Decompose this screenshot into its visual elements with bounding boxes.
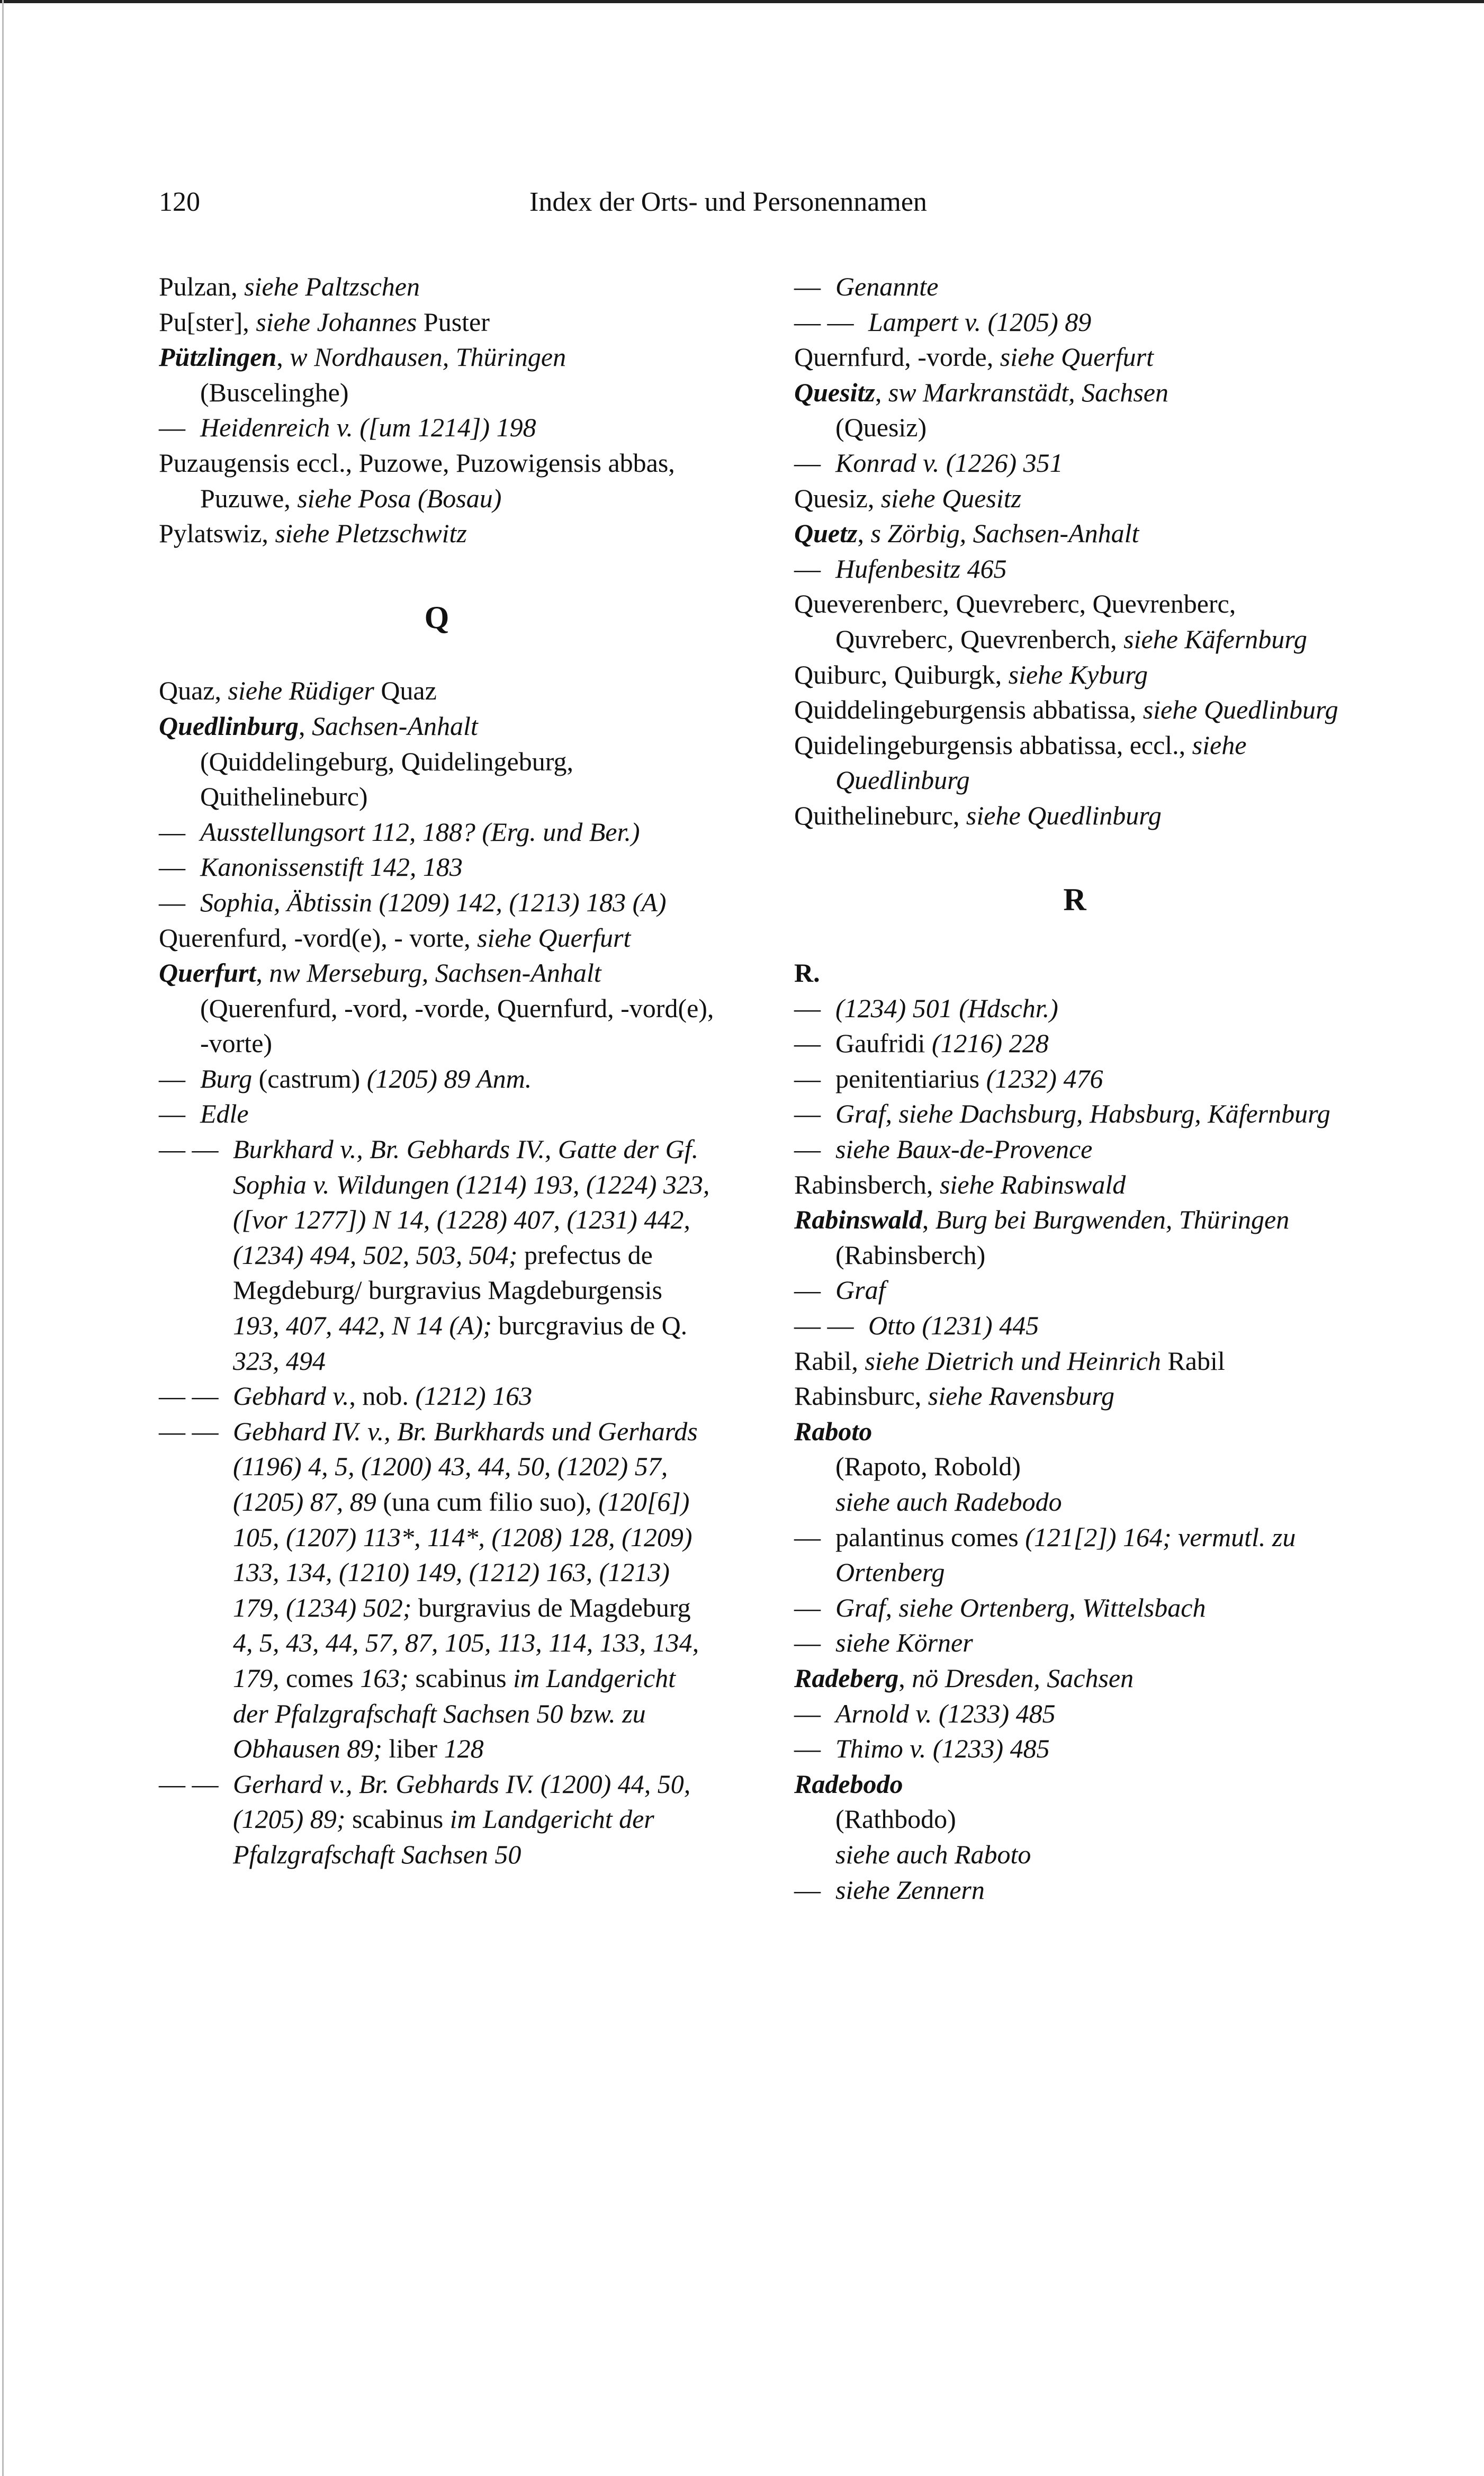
index-entry: Rabinswald, Burg bei Burgwenden, Thüringen: [794, 1205, 1290, 1235]
index-entry: Puzaugensis eccl., Puzowe, Puzowigensis abbas, Puzuwe, siehe Posa (Bosau): [159, 447, 675, 513]
index-subentry: — Konrad v. (1226) 351: [794, 447, 1063, 478]
left-border-line: [2, 0, 4, 2476]
index-entry-continuation: (Rabinsberch): [835, 1240, 986, 1270]
index-subentry: — Burg (castrum) (1205) 89 Anm.: [159, 1063, 532, 1093]
index-subsubentry: — — Gebhard IV. v., Br. Burkhards und Gerhards (1196) 4, 5, (1200) 43, 44, 50, (1202) 57, (1205) 87, 89 (una cum filio suo), (120[6]) 105, (1207) 113*, 114*, (1208) 128, (1209) 133, 134, (1210) 149, (1212) 163, (1213) 179, (1234) 502; burgravius de Magdeburg 4, 5, 43, 44, 57, 87, 105, 113, 114, 133, 134, 179, comes 163; scabinus im Landgericht der Pfalzgrafschaft Sachsen 50 bzw. zu Obhausen 89; liber 128: [159, 1416, 699, 1764]
index-subsubentry: — — Gebhard v., nob. (1212) 163: [159, 1381, 533, 1411]
index-entry: Quiddelingeburgensis abbatissa, siehe Quedlinburg: [794, 695, 1338, 725]
index-entry: Raboto: [794, 1416, 873, 1446]
index-subentry: — Hufenbesitz 465: [794, 553, 1007, 584]
index-entry-continuation: (Quiddelingeburg, Quidelingeburg, Quithelineburc): [200, 746, 573, 812]
index-subentry: — Thimo v. (1233) 485: [794, 1734, 1050, 1764]
index-entry: Quetz, s Zörbig, Sachsen-Anhalt: [794, 518, 1139, 549]
index-entry: Quaz, siehe Rüdiger Quaz: [159, 676, 437, 706]
index-subsubentry: — — Otto (1231) 445: [794, 1311, 1039, 1341]
index-entry: Querenfurd, -vord(e), - vorte, siehe Querfurt: [159, 922, 631, 953]
top-border-line: [0, 0, 1484, 3]
index-subentry: — palantinus comes (121[2]) 164; vermutl. zu Ortenberg: [794, 1522, 1296, 1587]
index-subentry: — Arnold v. (1233) 485: [794, 1698, 1056, 1728]
index-subentry: — penitentiarius (1232) 476: [794, 1063, 1103, 1093]
index-subsubentry: — — Burkhard v., Br. Gebhards IV., Gatte der Gf. Sophia v. Wildungen (1214) 193, (1224) 323, ([vor 1277]) N 14, (1228) 407, (1231) 442, (1234) 494, 502, 503, 504; prefectus de Megdeburg/ burgravius Magdeburgensis 193, 407, 442, N 14 (A); burcgravius de Q. 323, 494: [159, 1134, 710, 1376]
index-entry: R.: [794, 958, 820, 988]
index-entry: Radebodo: [794, 1769, 903, 1799]
index-entry: Pylatswiz, siehe Pletzschwitz: [159, 518, 467, 549]
index-subentry: — Edle: [159, 1099, 249, 1129]
index-entry: Pulzan, siehe Paltzschen: [159, 272, 420, 301]
index-subentry: — Ausstellungsort 112, 188? (Erg. und Ber.): [159, 817, 640, 847]
index-entry: Pützlingen, w Nordhausen, Thüringen: [159, 342, 566, 372]
index-entry: Rabinsberch, siehe Rabinswald: [794, 1169, 1126, 1199]
index-entry-continuation: siehe auch Raboto: [835, 1839, 1031, 1869]
index-entry: Quernfurd, -vorde, siehe Querfurt: [794, 342, 1154, 372]
index-column-right: [794, 269, 1355, 1907]
section-letter: R: [1063, 882, 1086, 917]
index-entry: Radeberg, nö Dresden, Sachsen: [794, 1663, 1134, 1693]
index-entry: Quithelineburc, siehe Quedlinburg: [794, 800, 1162, 830]
index-subentry: — siehe Baux-de-Provence: [794, 1134, 1093, 1164]
index-subentry: — siehe Zennern: [794, 1874, 985, 1905]
index-subentry: — Kanonissenstift 142, 183: [159, 852, 463, 882]
index-subentry: — Heidenreich v. ([um 1214]) 198: [159, 412, 536, 443]
index-entry-continuation: (Rathbodo): [835, 1804, 956, 1834]
index-entry: Queverenberc, Quevreberc, Quevrenberc, Quvreberc, Quevrenberch, siehe Käfernburg: [794, 589, 1307, 654]
index-entry-continuation: (Querenfurd, -vord, -vorde, Quernfurd, -vord(e), -vorte): [200, 993, 714, 1058]
index-column-left: [159, 269, 715, 1872]
index-entry-continuation: (Buscelinghe): [200, 377, 349, 407]
index-entry: Quedlinburg, Sachsen-Anhalt: [159, 711, 478, 741]
index-entry: Quesiz, siehe Quesitz: [794, 483, 1022, 513]
index-subentry: — Graf, siehe Ortenberg, Wittelsbach: [794, 1592, 1206, 1622]
index-entry-continuation: (Rapoto, Robold): [835, 1451, 1021, 1482]
index-entry: Rabinsburc, siehe Ravensburg: [794, 1381, 1114, 1411]
index-subsubentry: — — Lampert v. (1205) 89: [794, 307, 1092, 337]
index-entry: Pu[ster], siehe Johannes Puster: [159, 307, 490, 337]
index-subentry: — Sophia, Äbtissin (1209) 142, (1213) 183 (A): [159, 887, 667, 917]
running-title: Index der Orts- und Personennamen: [529, 187, 927, 217]
index-subentry: — Graf: [794, 1275, 886, 1305]
index-entry: Rabil, siehe Dietrich und Heinrich Rabil: [794, 1345, 1225, 1376]
index-entry-continuation: siehe auch Radebodo: [835, 1487, 1062, 1517]
index-entry: Quesitz, sw Markranstädt, Sachsen: [794, 377, 1168, 407]
index-entry-continuation: (Quesiz): [835, 412, 927, 443]
page-number: 120: [159, 187, 200, 217]
index-subentry: — Gaufridi (1216) 228: [794, 1028, 1049, 1058]
section-letter: Q: [424, 599, 449, 635]
index-subentry: — Graf, siehe Dachsburg, Habsburg, Käfernburg: [794, 1099, 1330, 1129]
index-entry: Quiburc, Quiburgk, siehe Kyburg: [794, 659, 1148, 689]
index-entry: Quidelingeburgensis abbatissa, eccl., siehe Quedlinburg: [794, 730, 1247, 795]
index-subentry: — Genannte: [794, 272, 939, 301]
index-subentry: — (1234) 501 (Hdschr.): [794, 993, 1058, 1023]
index-subentry: — siehe Körner: [794, 1628, 973, 1658]
index-entry: Querfurt, nw Merseburg, Sachsen-Anhalt: [159, 958, 601, 988]
index-subsubentry: — — Gerhard v., Br. Gebhards IV. (1200) 44, 50, (1205) 89; scabinus im Landgericht der Pfalzgrafschaft Sachsen 50: [159, 1769, 691, 1869]
